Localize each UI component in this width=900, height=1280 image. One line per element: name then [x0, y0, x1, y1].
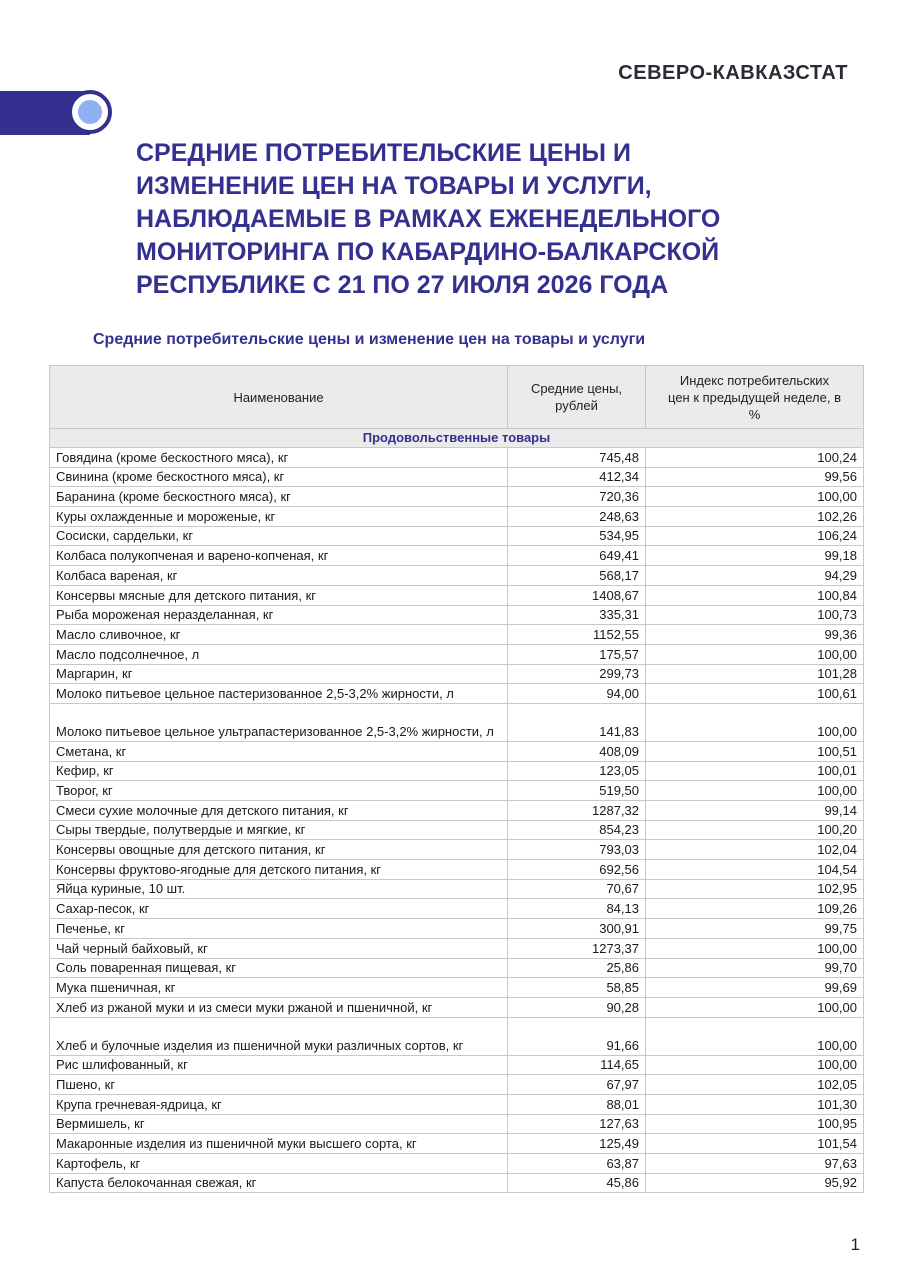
price-value: 519,50: [508, 781, 646, 801]
table-row: [50, 761, 864, 781]
price-value: 568,17: [508, 566, 646, 586]
price-value: 1408,67: [508, 585, 646, 605]
product-name: Молоко питьевое цельное пастеризованное 2,5-3,2% жирности, л: [50, 684, 508, 704]
circle-logo-icon: [68, 90, 112, 134]
product-name: Куры охлажденные и мороженые, кг: [50, 507, 508, 527]
table-row: [50, 526, 864, 546]
price-index-value: 99,36: [646, 625, 864, 645]
product-name: Масло подсолнечное, л: [50, 644, 508, 664]
product-name: Баранина (кроме бескостного мяса), кг: [50, 487, 508, 507]
price-index-value: 106,24: [646, 526, 864, 546]
table-row: [50, 1055, 864, 1075]
product-name: Колбаса вареная, кг: [50, 566, 508, 586]
price-value: 412,34: [508, 467, 646, 487]
product-name: Хлеб и булочные изделия из пшеничной муки различных сортов, кг: [50, 1017, 508, 1055]
product-name: Яйца куриные, 10 шт.: [50, 879, 508, 899]
price-index-value: 100,00: [646, 938, 864, 958]
product-name: Консервы фруктово-ягодные для детского питания, кг: [50, 860, 508, 880]
table-row: [50, 1075, 864, 1095]
price-index-value: 100,01: [646, 761, 864, 781]
price-index-value: 100,95: [646, 1114, 864, 1134]
price-index-value: 100,00: [646, 997, 864, 1017]
table-row: [50, 566, 864, 586]
table-row: [50, 1017, 864, 1055]
section-row: [50, 429, 864, 448]
price-index-value: 101,30: [646, 1094, 864, 1114]
table-row: [50, 1154, 864, 1174]
price-value: 534,95: [508, 526, 646, 546]
table-row: [50, 605, 864, 625]
table-row: [50, 487, 864, 507]
header-index: Индекс потребительских цен к предыдущей неделе, в %: [646, 366, 864, 429]
table-title: Средние потребительские цены и изменение цен на товары и услуги: [93, 331, 646, 348]
price-value: 854,23: [508, 820, 646, 840]
price-value: 1273,37: [508, 938, 646, 958]
price-index-value: 100,00: [646, 1017, 864, 1055]
table-row: [50, 684, 864, 704]
price-value: 125,49: [508, 1134, 646, 1154]
price-index-value: 100,24: [646, 448, 864, 468]
price-value: 58,85: [508, 978, 646, 998]
table-row: [50, 801, 864, 821]
table-row: [50, 625, 864, 645]
product-name: Консервы овощные для детского питания, кг: [50, 840, 508, 860]
product-name: Маргарин, кг: [50, 664, 508, 684]
price-value: 692,56: [508, 860, 646, 880]
table-row: [50, 585, 864, 605]
price-index-value: 100,00: [646, 781, 864, 801]
table-row: [50, 820, 864, 840]
table-row: [50, 879, 864, 899]
table-row: [50, 860, 864, 880]
section-label: Продовольственные товары: [50, 429, 864, 448]
price-index-value: 101,28: [646, 664, 864, 684]
price-value: 175,57: [508, 644, 646, 664]
table-row: [50, 899, 864, 919]
page-title: СРЕДНИЕ ПОТРЕБИТЕЛЬСКИЕ ЦЕНЫ И ИЗМЕНЕНИЕ ЦЕН НА ТОВАРЫ И УСЛУГИ, НАБЛЮДАЕМЫЕ В РАМКАХ ЕЖЕНЕДЕЛЬНОГО МОНИТОРИНГА ПО КАБАРДИНО-БАЛКАРСКОЙ РЕСПУБЛИКЕ С 21 ПО 27 ИЮЛЯ 2026 ГОДА: [136, 139, 721, 299]
price-value: 300,91: [508, 919, 646, 939]
price-value: 1287,32: [508, 801, 646, 821]
product-name: Сосиски, сардельки, кг: [50, 526, 508, 546]
price-index-value: 100,00: [646, 644, 864, 664]
price-index-value: 100,84: [646, 585, 864, 605]
price-index-value: 101,54: [646, 1134, 864, 1154]
price-index-value: 99,69: [646, 978, 864, 998]
product-name: Чай черный байховый, кг: [50, 938, 508, 958]
price-index-value: 99,56: [646, 467, 864, 487]
price-index-value: 100,20: [646, 820, 864, 840]
price-index-value: 109,26: [646, 899, 864, 919]
price-index-value: 99,14: [646, 801, 864, 821]
product-name: Кефир, кг: [50, 761, 508, 781]
table-row: [50, 919, 864, 939]
table-row: [50, 741, 864, 761]
price-value: 299,73: [508, 664, 646, 684]
table-row: [50, 703, 864, 741]
product-name: Макаронные изделия из пшеничной муки высшего сорта, кг: [50, 1134, 508, 1154]
product-name: Рыба мороженая неразделанная, кг: [50, 605, 508, 625]
table-header-row: [50, 366, 864, 429]
price-index-value: 95,92: [646, 1173, 864, 1193]
product-name: Печенье, кг: [50, 919, 508, 939]
product-name: Говядина (кроме бескостного мяса), кг: [50, 448, 508, 468]
price-value: 123,05: [508, 761, 646, 781]
product-name: Рис шлифованный, кг: [50, 1055, 508, 1075]
header-price: Средние цены, рублей: [508, 366, 646, 429]
price-value: 141,83: [508, 703, 646, 741]
table-row: [50, 978, 864, 998]
price-value: 408,09: [508, 741, 646, 761]
price-index-value: 99,70: [646, 958, 864, 978]
table-row: [50, 644, 864, 664]
product-name: Мука пшеничная, кг: [50, 978, 508, 998]
price-index-value: 100,00: [646, 1055, 864, 1075]
product-name: Вермишель, кг: [50, 1114, 508, 1134]
price-index-value: 99,18: [646, 546, 864, 566]
table-row: [50, 1114, 864, 1134]
product-name: Капуста белокочанная свежая, кг: [50, 1173, 508, 1193]
price-value: 114,65: [508, 1055, 646, 1075]
product-name: Крупа гречневая-ядрица, кг: [50, 1094, 508, 1114]
table-row: [50, 448, 864, 468]
price-index-value: 102,05: [646, 1075, 864, 1095]
price-value: 793,03: [508, 840, 646, 860]
price-index-value: 104,54: [646, 860, 864, 880]
price-value: 70,67: [508, 879, 646, 899]
product-name: Масло сливочное, кг: [50, 625, 508, 645]
table-row: [50, 997, 864, 1017]
table-row: [50, 507, 864, 527]
product-name: Пшено, кг: [50, 1075, 508, 1095]
price-value: 720,36: [508, 487, 646, 507]
brand-logo-text: СЕВЕРО-КАВКАЗСТАТ: [618, 62, 848, 84]
product-name: Свинина (кроме бескостного мяса), кг: [50, 467, 508, 487]
price-value: 1152,55: [508, 625, 646, 645]
price-value: 335,31: [508, 605, 646, 625]
price-index-value: 100,00: [646, 487, 864, 507]
table-row: [50, 467, 864, 487]
table-row: [50, 1173, 864, 1193]
price-index-value: 100,00: [646, 703, 864, 741]
price-value: 248,63: [508, 507, 646, 527]
price-value: 91,66: [508, 1017, 646, 1055]
price-index-value: 99,75: [646, 919, 864, 939]
product-name: Хлеб из ржаной муки и из смеси муки ржаной и пшеничной, кг: [50, 997, 508, 1017]
price-value: 745,48: [508, 448, 646, 468]
price-value: 67,97: [508, 1075, 646, 1095]
product-name: Сахар-песок, кг: [50, 899, 508, 919]
price-index-value: 102,26: [646, 507, 864, 527]
price-value: 25,86: [508, 958, 646, 978]
product-name: Творог, кг: [50, 781, 508, 801]
table-row: [50, 781, 864, 801]
price-value: 84,13: [508, 899, 646, 919]
price-index-value: 94,29: [646, 566, 864, 586]
product-name: Молоко питьевое цельное ультрапастеризованное 2,5-3,2% жирности, л: [50, 703, 508, 741]
table-row: [50, 1094, 864, 1114]
price-index-value: 97,63: [646, 1154, 864, 1174]
table-row: [50, 938, 864, 958]
product-name: Консервы мясные для детского питания, кг: [50, 585, 508, 605]
price-value: 127,63: [508, 1114, 646, 1134]
price-index-value: 100,51: [646, 741, 864, 761]
table-row: [50, 664, 864, 684]
table-row: [50, 1134, 864, 1154]
header-name: Наименование: [50, 366, 508, 429]
product-name: Колбаса полукопченая и варено-копченая, кг: [50, 546, 508, 566]
price-index-value: 100,61: [646, 684, 864, 704]
price-value: 45,86: [508, 1173, 646, 1193]
price-table: [49, 365, 864, 1193]
product-name: Картофель, кг: [50, 1154, 508, 1174]
price-index-value: 102,04: [646, 840, 864, 860]
price-value: 90,28: [508, 997, 646, 1017]
price-value: 88,01: [508, 1094, 646, 1114]
page-number: 1: [850, 1235, 860, 1254]
table-row: [50, 958, 864, 978]
table-row: [50, 546, 864, 566]
price-value: 63,87: [508, 1154, 646, 1174]
product-name: Сыры твердые, полутвердые и мягкие, кг: [50, 820, 508, 840]
table-row: [50, 840, 864, 860]
product-name: Смеси сухие молочные для детского питания, кг: [50, 801, 508, 821]
product-name: Сметана, кг: [50, 741, 508, 761]
price-value: 649,41: [508, 546, 646, 566]
price-index-value: 100,73: [646, 605, 864, 625]
price-value: 94,00: [508, 684, 646, 704]
price-index-value: 102,95: [646, 879, 864, 899]
product-name: Соль поваренная пищевая, кг: [50, 958, 508, 978]
